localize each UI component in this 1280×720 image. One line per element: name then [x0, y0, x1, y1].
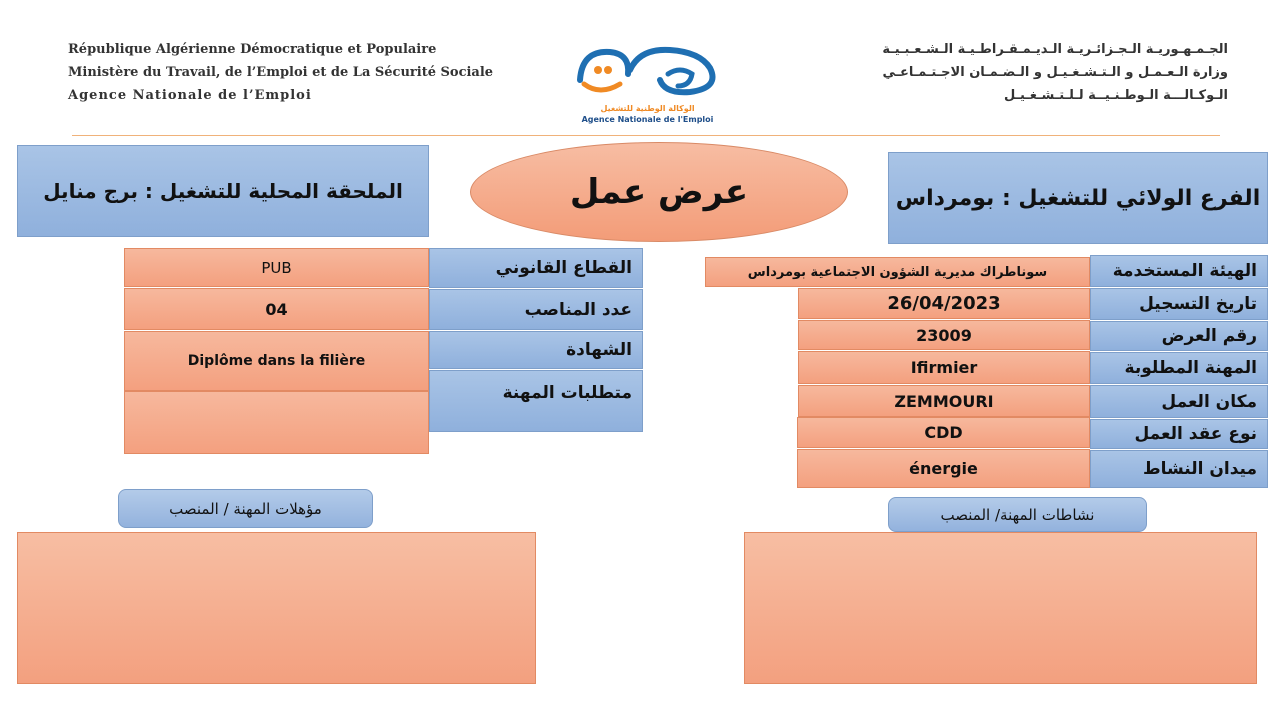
value-legal-sector: PUB — [124, 248, 429, 287]
label-positions-count: عدد المناصب — [429, 289, 643, 330]
activities-label: نشاطات المهنة/ المنصب — [888, 497, 1147, 532]
label-job-requirements: متطلبات المهنة — [429, 370, 643, 432]
page-title: عرض عمل — [470, 142, 848, 242]
anem-logo — [570, 40, 725, 128]
label-contract-type: نوع عقد العمل — [1090, 419, 1268, 449]
value-work-place: ZEMMOURI — [798, 385, 1090, 417]
value-diploma: Diplôme dans la filière — [124, 331, 429, 391]
anem-logo-mark — [570, 40, 725, 106]
logo-french-text: Agence Nationale de l'Emploi — [581, 115, 714, 124]
label-employer: الهيئة المستخدمة — [1090, 255, 1268, 287]
local-annex-box: الملحقة المحلية للتشغيل : برج منايل — [17, 145, 429, 237]
logo-arabic-text: الوكالة الوطنية للتشغيل — [600, 104, 695, 113]
label-activity-field: ميدان النشاط — [1090, 450, 1268, 488]
value-offer-number: 23009 — [798, 320, 1090, 350]
value-job-title: Ifirmier — [798, 351, 1090, 384]
value-job-requirements — [124, 391, 429, 454]
header-fr-ministry: Ministère du Travail, de l’Emploi et de La Sécurité Sociale — [68, 65, 494, 80]
activities-content — [744, 532, 1257, 684]
header-fr-agency: Agence Nationale de l’Emploi — [68, 88, 312, 103]
header-ar-republic: الجـمـهـوريـة الـجـزائـريـة الـديـمـقـراطـيـة الـشـعـبـيـة — [882, 42, 1228, 57]
label-diploma: الشهادة — [429, 331, 643, 369]
value-activity-field: énergie — [797, 449, 1090, 488]
label-job-title: المهنة المطلوبة — [1090, 352, 1268, 384]
value-contract-type: CDD — [797, 417, 1090, 448]
label-work-place: مكان العمل — [1090, 385, 1268, 418]
qualifications-content — [17, 532, 536, 684]
value-registration-date: 26/04/2023 — [798, 288, 1090, 319]
value-employer: سوناطراك مديرية الشؤون الاجتماعية بومرداس — [705, 257, 1090, 287]
qualifications-label: مؤهلات المهنة / المنصب — [118, 489, 373, 528]
label-offer-number: رقم العرض — [1090, 321, 1268, 351]
label-legal-sector: القطاع القانوني — [429, 248, 643, 288]
header-divider — [72, 135, 1220, 136]
label-registration-date: تاريخ التسجيل — [1090, 288, 1268, 320]
value-positions-count: 04 — [124, 288, 429, 330]
header-fr-republic: République Algérienne Démocratique et Populaire — [68, 42, 437, 57]
header-ar-ministry: وزارة الـعـمـل و الـتـشـغـيـل و الـضـمـان الاجـتـمـاعـي — [882, 65, 1228, 80]
header-ar-agency: الـوكـالـــة الـوطـنـيــة لـلـتـشـغـيـل — [1003, 88, 1228, 103]
wilaya-branch-box: الفرع الولائي للتشغيل : بومرداس — [888, 152, 1268, 244]
